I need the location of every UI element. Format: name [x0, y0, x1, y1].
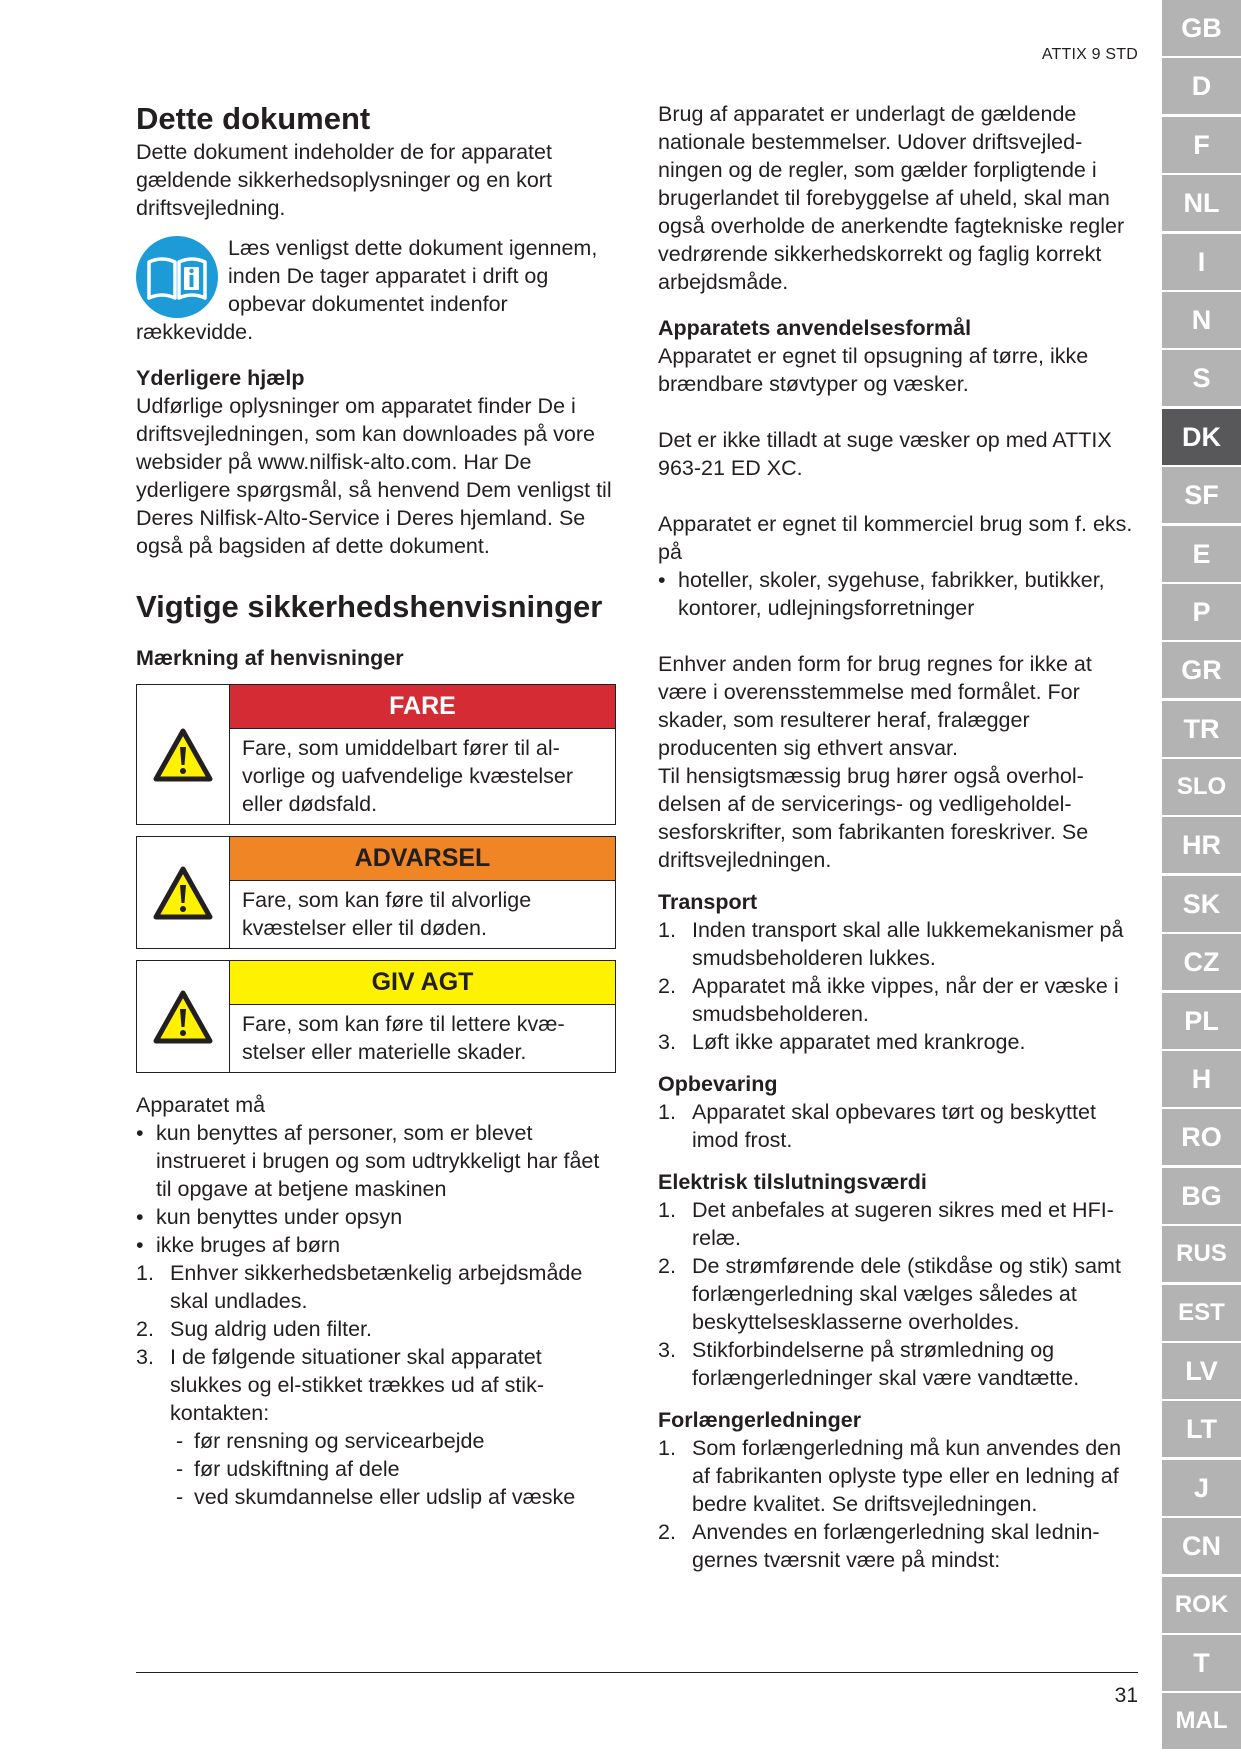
safety-rules — [136, 1259, 616, 1511]
language-tab-ro[interactable]: RO — [1162, 1109, 1241, 1165]
transport-list — [658, 916, 1138, 1056]
language-tab-lv[interactable]: LV — [1162, 1343, 1241, 1399]
list-item: 1. Apparatet skal opbevares tørt og beskyttet imod frost. — [658, 1100, 1096, 1152]
situations-list — [172, 1427, 616, 1511]
not-allowed-text: Det er ikke tilladt at suge væsker op med ATTIX 963-21 ED XC. — [658, 428, 1112, 480]
warning-triangle-icon — [153, 866, 213, 920]
warning-icon-cell — [137, 685, 230, 824]
language-tab-bg[interactable]: BG — [1162, 1168, 1241, 1224]
list-item: 3. Løft ikke apparatet med krankroge. — [658, 1030, 1026, 1054]
list-item: 1. Som forlængerledning må kun anvendes den af fabrikanten oplyste type eller en ledning af bedre kvalitet. Se driftsvejledningen. — [658, 1436, 1122, 1516]
warning-label: ADVARSEL — [230, 837, 615, 881]
extension-heading: Forlængerledninger — [658, 1408, 862, 1432]
list-item: 2. Apparatet må ikke vippes, når der er væske i smudsbeholderen. — [658, 974, 1119, 1026]
list-item: 2. Sug aldrig uden filter. — [136, 1317, 372, 1341]
language-tab-tr[interactable]: TR — [1162, 701, 1241, 757]
purpose-heading: Apparatets anvendelsesformål — [658, 316, 972, 340]
language-tab-s[interactable]: S — [1162, 350, 1241, 406]
warning-icon-cell — [137, 837, 230, 948]
device-must: Apparatet må — [136, 1093, 266, 1117]
language-tab-gr[interactable]: GR — [1162, 642, 1241, 698]
right-column — [658, 100, 1138, 1574]
caution-label: GIV AGT — [230, 961, 615, 1005]
language-tabs — [1162, 0, 1241, 1752]
language-tab-dk[interactable]: DK — [1162, 409, 1241, 465]
commercial-bullets — [658, 566, 1138, 622]
list-item: 3. Stikforbindelserne på strømledning og forlængerledninger skal være vandtætte. — [658, 1338, 1080, 1390]
list-item: 3. I de følgende situationer skal apparatet slukkes og el-stikket trækkes ud af stikkontakten: - før rensning og servicearbejde - før udskiftning af dele - ved skumdannelse eller udslip af væske — [136, 1343, 616, 1511]
commercial-text: Apparatet er egnet til kommerciel brug som f. eks. på — [658, 512, 1133, 564]
doc-intro: Dette dokument indeholder de for apparatet gældende sikkerhedsoplysninger og en kort driftsvejledning. — [136, 140, 552, 220]
warning-triangle-icon — [153, 728, 213, 782]
language-tab-d[interactable]: D — [1162, 58, 1241, 114]
list-item: • kun benyttes under opsyn — [136, 1203, 616, 1231]
list-item: • hoteller, skoler, sygehuse, fabrikker, butikker, kontorer, udlejningsforretninger — [658, 566, 1138, 622]
language-tab-hr[interactable]: HR — [1162, 817, 1241, 873]
language-tab-j[interactable]: J — [1162, 1460, 1241, 1516]
list-item: - før udskiftning af dele — [172, 1455, 616, 1483]
language-tab-cn[interactable]: CN — [1162, 1518, 1241, 1574]
warning-box-warning — [136, 836, 616, 949]
language-tab-mal[interactable]: MAL — [1162, 1693, 1241, 1749]
list-item: 1. Det anbefales at sugeren sikres med et HFI-relæ. — [658, 1198, 1114, 1250]
list-item: - ved skumdannelse eller udslip af væske — [172, 1483, 616, 1511]
electric-list — [658, 1196, 1138, 1392]
warning-text: Fare, som kan føre til alvorlige kvæstelser eller til døden. — [242, 888, 532, 940]
page-number: 31 — [1114, 1684, 1138, 1707]
language-tab-est[interactable]: EST — [1162, 1285, 1241, 1341]
warning-box-caution — [136, 960, 616, 1073]
danger-label: FARE — [230, 685, 615, 729]
language-tab-rok[interactable]: ROK — [1162, 1577, 1241, 1633]
warning-triangle-icon — [153, 990, 213, 1044]
document-model: ATTIX 9 STD — [1041, 46, 1138, 63]
transport-heading: Transport — [658, 890, 758, 914]
safety-title: Vigtige sikkerhedshenvisninger — [136, 589, 603, 624]
caution-text: Fare, som kan føre til lettere kvæstelser eller materielle skader. — [242, 1012, 565, 1064]
purpose-text: Apparatet er egnet til opsugning af tørre, ikke brændbare støvtyper og væsker. — [658, 344, 1089, 396]
language-tab-sk[interactable]: SK — [1162, 876, 1241, 932]
footer-divider — [136, 1672, 1138, 1673]
warning-box-danger — [136, 684, 616, 825]
language-tab-n[interactable]: N — [1162, 292, 1241, 348]
language-tab-f[interactable]: F — [1162, 117, 1241, 173]
other-use-text: Enhver anden form for brug regnes for ikke at være i overensstemmelse med formålet. For skader, som resulterer heraf, fralægger producenten sig ethvert ansvar. — [658, 652, 1092, 760]
list-item: 1. Inden transport skal alle lukkemekanismer på smudsbeholderen lukkes. — [658, 918, 1124, 970]
doc-title: Dette dokument — [136, 101, 371, 136]
list-item: 2. De strømførende dele (stikdåse og stik) samt forlængerledning skal vælges således at beskyttelsesklasserne overholdes. — [658, 1254, 1121, 1334]
list-item: 2. Anvendes en forlængerledning skal ledningernes tværsnit være på mindst: — [658, 1520, 1100, 1572]
language-tab-gb[interactable]: GB — [1162, 0, 1241, 56]
language-tab-t[interactable]: T — [1162, 1635, 1241, 1691]
danger-text: Fare, som umiddelbart fører til alvorlige og uafvendelige kvæstelser eller dødsfald. — [242, 736, 574, 816]
extension-list — [658, 1434, 1138, 1574]
language-tab-i[interactable]: I — [1162, 234, 1241, 290]
list-item: 1. Enhver sikkerhedsbetænkelig arbejdsmåde skal undlades. — [136, 1261, 583, 1313]
language-tab-p[interactable]: P — [1162, 584, 1241, 640]
help-heading: Yderligere hjælp — [136, 366, 305, 390]
left-column — [136, 100, 616, 1511]
list-item: • ikke bruges af børn — [136, 1231, 616, 1259]
storage-list — [658, 1098, 1138, 1154]
read-notice-text: Læs venligst dette dokument igennem, inden De tager apparatet i drift og opbevar dokumentet indenfor rækkevidde. — [136, 236, 598, 344]
language-tab-e[interactable]: E — [1162, 526, 1241, 582]
help-text: Udførlige oplysninger om apparatet finder De i driftsvejledningen, som kan downloades på vore websider på www.nilfisk-alto.com. Har De yderligere spørgsmål, så henvend Dem venligst til Deres Nilfisk-Alto-Service i Deres hjemland. Se også på bagsiden af dette dokument. — [136, 394, 612, 558]
language-tab-cz[interactable]: CZ — [1162, 934, 1241, 990]
proper-use-text: Til hensigtsmæssig brug hører også overholdelsen af de servicerings- og vedligeholdelsesforskrifter, som fabrikanten foreskriver. Se driftsvejledningen. — [658, 764, 1089, 872]
language-tab-nl[interactable]: NL — [1162, 175, 1241, 231]
warning-icon-cell — [137, 961, 230, 1072]
info-book-icon — [136, 236, 218, 318]
language-tab-slo[interactable]: SLO — [1162, 759, 1241, 815]
language-tab-h[interactable]: H — [1162, 1051, 1241, 1107]
language-tab-lt[interactable]: LT — [1162, 1401, 1241, 1457]
marking-heading: Mærkning af henvisninger — [136, 646, 404, 670]
list-item: • kun benyttes af personer, som er blevet instrueret i brugen og som udtrykkeligt har fået til opgave at betjene maskinen — [136, 1119, 616, 1203]
electric-heading: Elektrisk tilslutningsværdi — [658, 1170, 927, 1194]
device-bullets — [136, 1119, 616, 1259]
storage-heading: Opbevaring — [658, 1072, 778, 1096]
language-tab-pl[interactable]: PL — [1162, 993, 1241, 1049]
regulations-text: Brug af apparatet er underlagt de gældende nationale bestemmelser. Udover driftsvejledningen og de regler, som gælder forpligtende i brugerlandet til forebyggelse af uheld, skal man også overholde de anerkendte fagtekniske regler vedrørende sikkerhedskorrekt og faglig korrekt arbejdsmåde. — [658, 102, 1125, 294]
language-tab-sf[interactable]: SF — [1162, 467, 1241, 523]
language-tab-rus[interactable]: RUS — [1162, 1226, 1241, 1282]
read-notice — [136, 234, 616, 346]
list-item: - før rensning og servicearbejde — [172, 1427, 616, 1455]
